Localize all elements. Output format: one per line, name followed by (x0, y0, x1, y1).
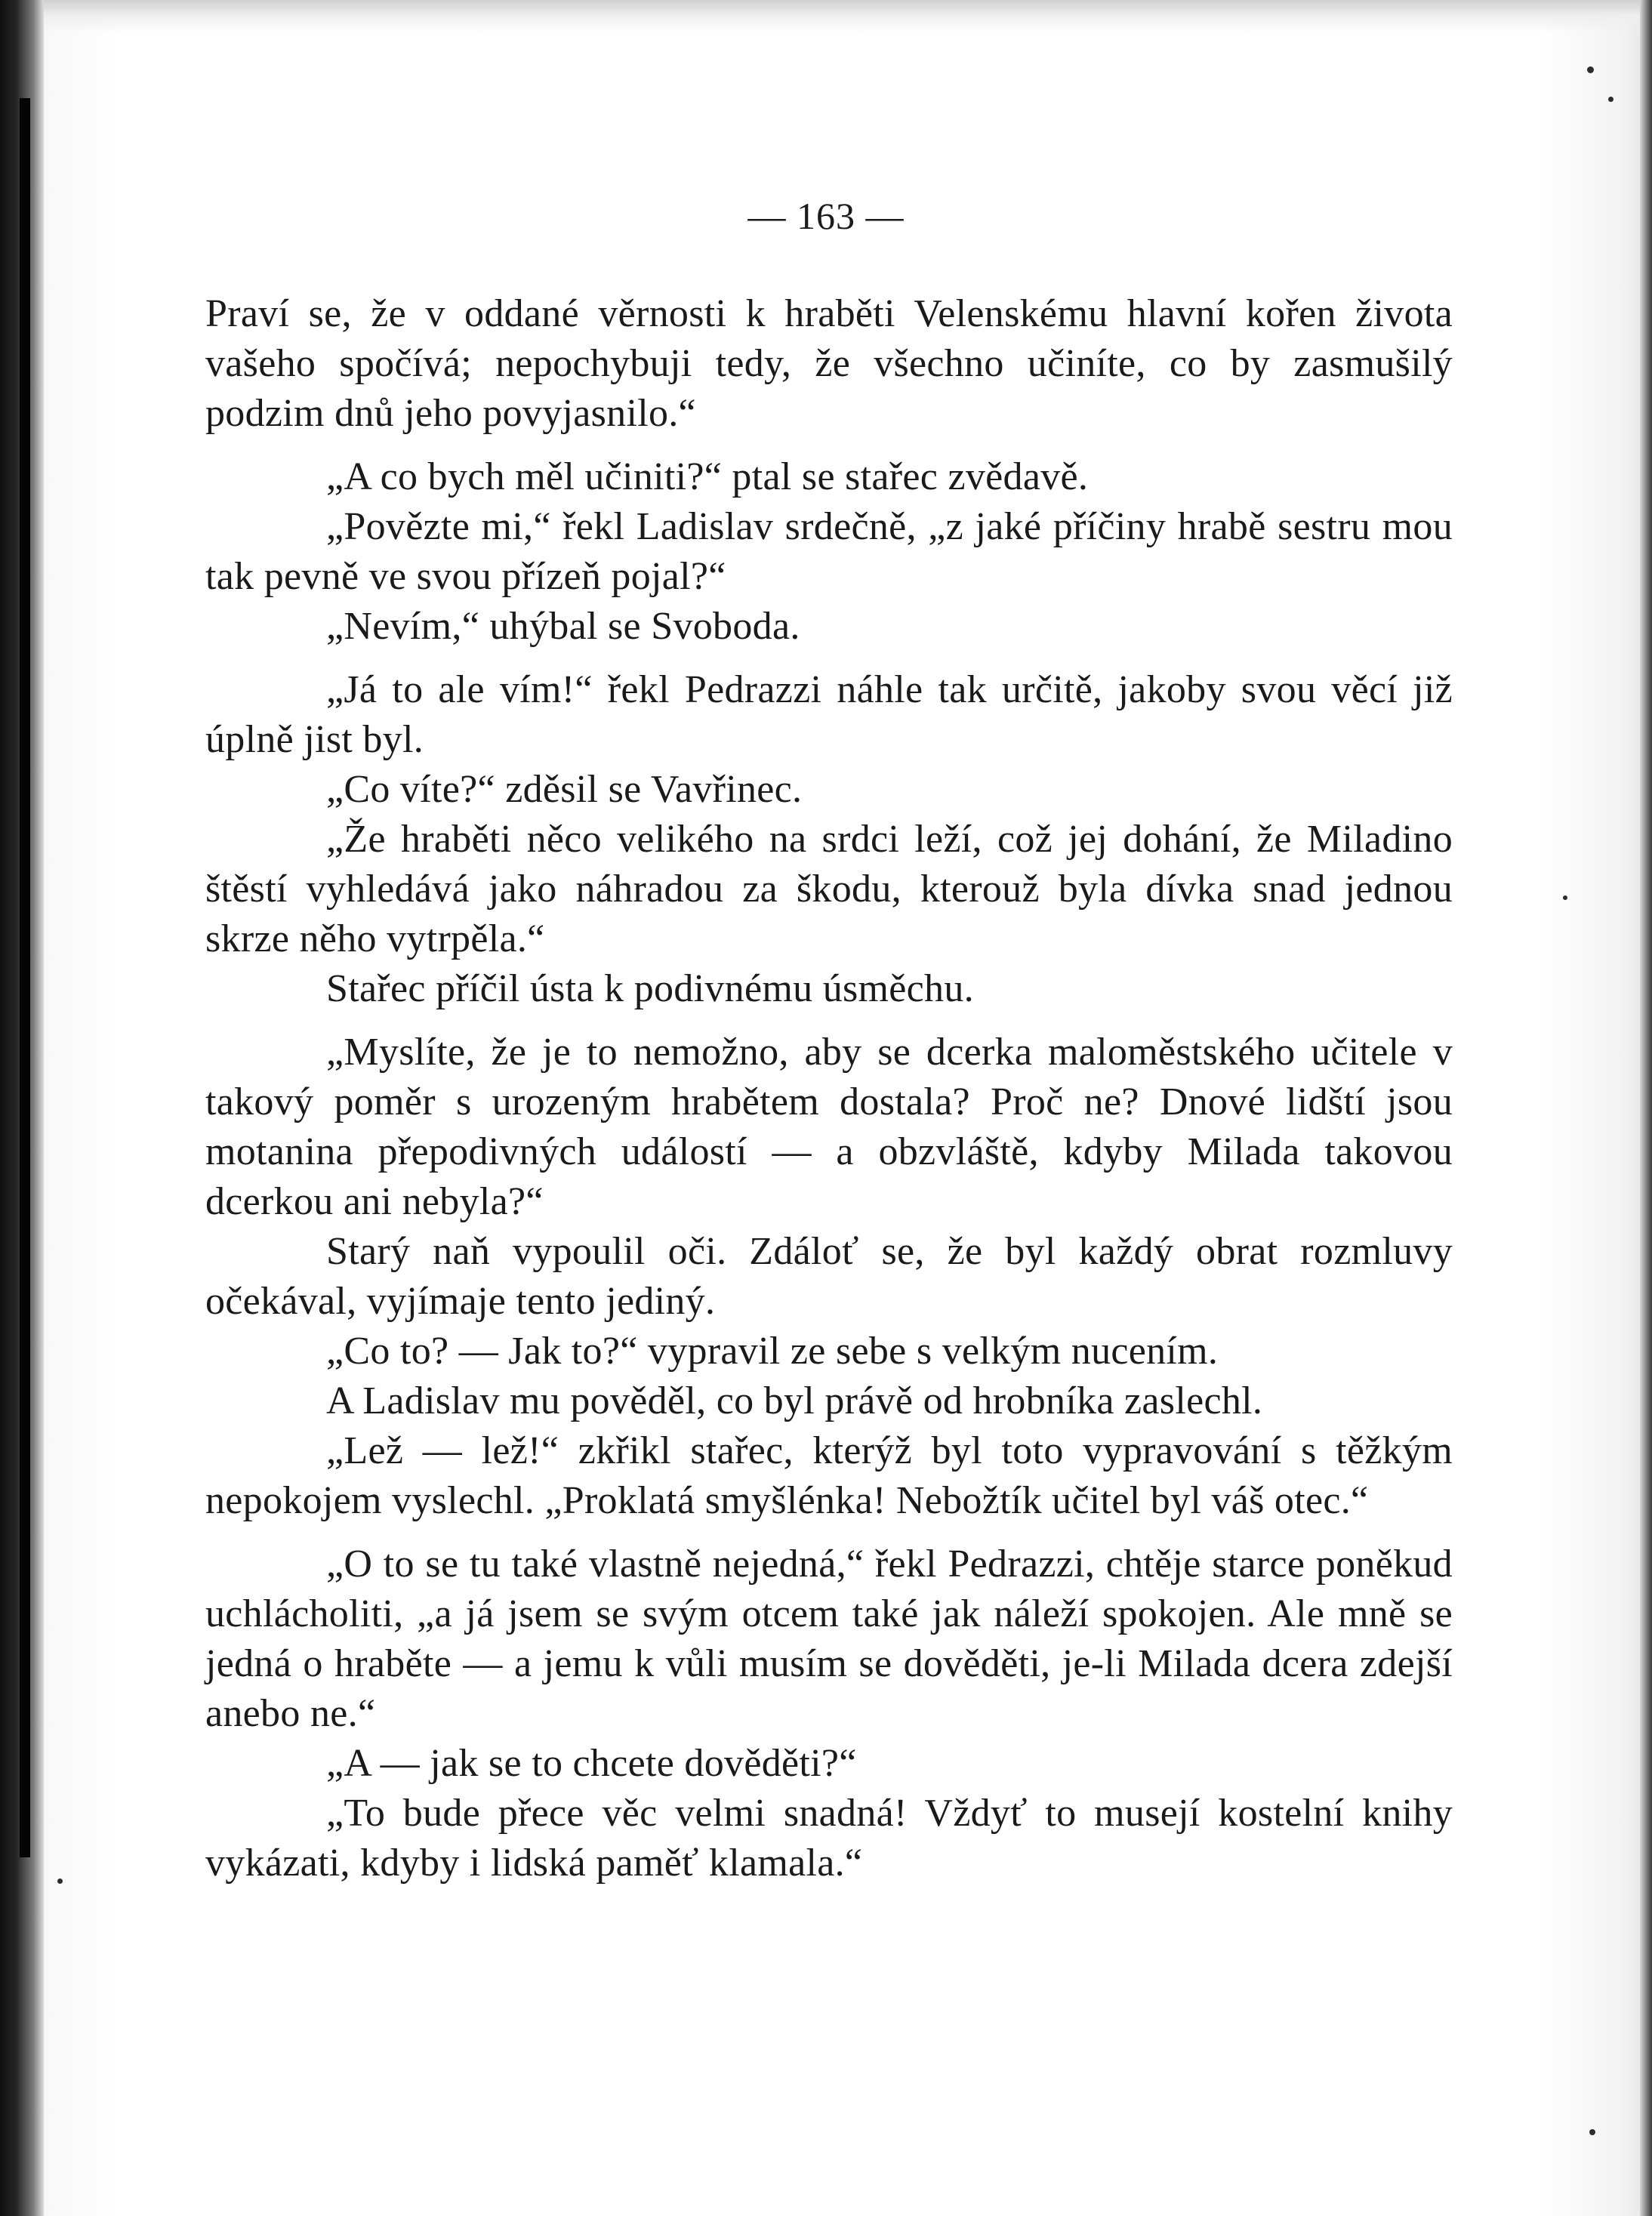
body-text (205, 289, 1453, 1888)
ink-speck (1589, 2129, 1595, 2135)
paragraph: „Co víte?“ zděsil se Vavřinec. (326, 768, 803, 811)
paragraph: Starý naň vypoulil oči. Zdálоť se, že byl každý obrat rozmluvy očekával, vyjímaje tento jediný. (205, 1230, 1453, 1323)
paragraph: „Nevím,“ uhýbal se Svoboda. (326, 605, 800, 648)
paragraph: „Já to ale vím!“ řekl Pedrazzi náhle tak určitě, jakoby svou věcí již úplně jist byl. (205, 668, 1453, 761)
right-page-edge (1640, 0, 1652, 2216)
top-page-edge-shadow (44, 0, 1640, 33)
paragraph: A Ladislav mu pověděl, co byl právě od hrobníka zaslechl. (326, 1379, 1263, 1422)
paragraph: „A co bych měl učiniti?“ ptal se stařec zvědavě. (326, 455, 1089, 498)
paragraph: „Myslíte, že je to nemožno, aby se dcerka maloměstského učitele v takový poměr s urozeným hrabětem dostala? Proč ne? Dnové lidští jsou motanina přepodivných událostí — a obzvláště, kdyby Milada takovou dcerkou ani nebyla?“ (205, 1031, 1453, 1223)
ink-speck (1563, 895, 1567, 900)
paragraph: Stařec příčil ústa k podivnému úsměchu. (326, 967, 974, 1010)
ink-speck (1587, 66, 1594, 73)
paragraph: „A — jak se to chcete dověděti?“ (326, 1742, 857, 1785)
ink-speck (1608, 97, 1613, 102)
paragraph: Praví se, že v oddané věrnosti k hraběti Velenskému hlavní kořen života vašeho spočívá; nepochybuji tedy, že všechno učiníte, co by zasmušilý podzim dnů jeho povyjasnilo.“ (205, 292, 1453, 435)
paragraph: „Lež — lež!“ zkřikl stařec, kterýž byl toto vypravování s těžkým nepokojem vyslechl. „Proklatá smyšlénka! Nebožtík učitel byl váš otec.“ (205, 1429, 1453, 1522)
paragraph: „Co to? — Jak to?“ vypravil ze sebe s velkým nucením. (326, 1330, 1219, 1373)
binding-bar (20, 98, 30, 1857)
ink-speck (57, 1879, 63, 1884)
paragraph: „Že hraběti něco velikého na srdci leží, což jej dohání, že Miladino štěstí vyhledává jako náhradou za škodu, kterouž byla dívka snad jednou skrze něho vytrpěla.“ (205, 818, 1453, 960)
paragraph: „To bude přece věc velmi snadná! Vždyť to musejí kostelní knihy vykázati, kdyby i lidská paměť klamala.“ (205, 1792, 1453, 1885)
page-number: — 163 — (747, 195, 905, 237)
paragraph: „Povězte mi,“ řekl Ladislav srdečně, „z jaké příčiny hrabě sestru mou tak pevně ve svou přízeň pojal?“ (205, 505, 1453, 598)
paragraph: „O to se tu také vlastně nejedná,“ řekl Pedrazzi, chtěje starce poněkud uchlácholiti, „a já jsem se svým otcem také jak náleží spokojen. Ale mně se jedná o hraběte — a jemu k vůli musím se dověděti, je-li Milada dcera zdejší anebo ne.“ (205, 1543, 1453, 1735)
